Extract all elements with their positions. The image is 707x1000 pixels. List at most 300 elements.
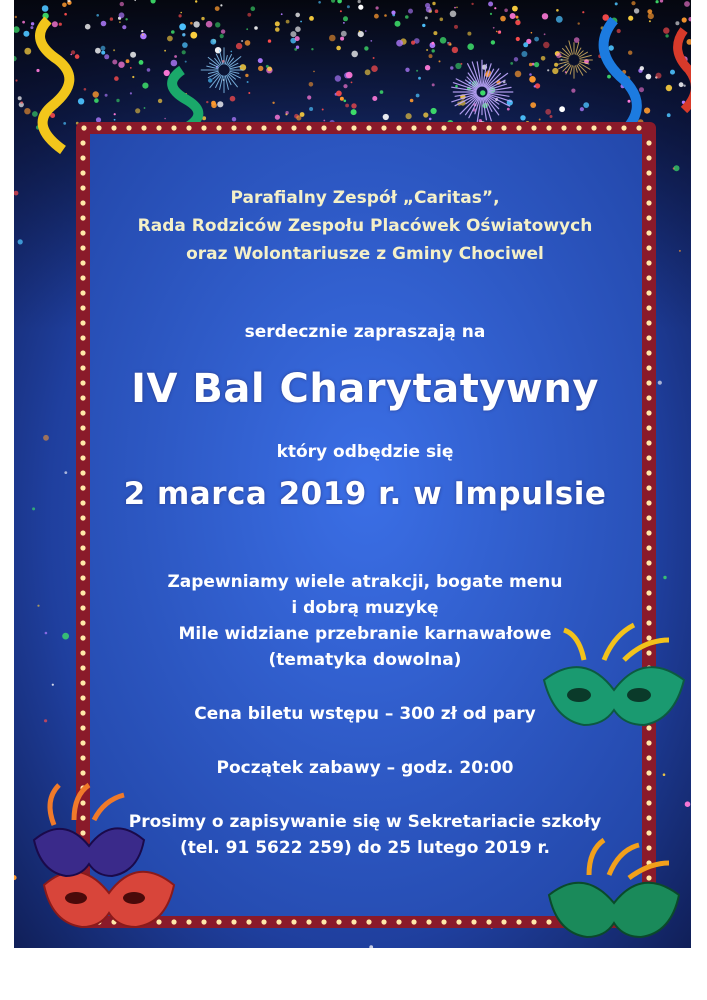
- confetti-dot: [383, 114, 389, 120]
- organizer-line-1: Parafialny Zespół „Caritas”,: [230, 188, 500, 208]
- frame-bulb: [381, 919, 386, 924]
- frame-bulb: [646, 635, 651, 640]
- confetti-dot: [343, 84, 347, 88]
- confetti-dot: [44, 719, 47, 722]
- frame-bulb: [646, 455, 651, 460]
- confetti-dot: [323, 120, 325, 122]
- frame-bulb: [171, 125, 176, 130]
- confetti-dot: [351, 51, 358, 58]
- frame-bulb: [621, 125, 626, 130]
- confetti-dot: [391, 11, 395, 15]
- confetti-dot: [116, 99, 119, 102]
- frame-bulb: [80, 455, 85, 460]
- confetti-dot: [254, 26, 258, 30]
- frame-bulb: [80, 365, 85, 370]
- frame-bulb: [80, 440, 85, 445]
- frame-bulb: [80, 200, 85, 205]
- confetti-dot: [365, 69, 371, 75]
- confetti-dot: [190, 32, 197, 39]
- frame-bulb: [646, 620, 651, 625]
- frame-bulb: [531, 919, 536, 924]
- confetti-dot: [309, 16, 314, 21]
- frame-bulb: [231, 919, 236, 924]
- confetti-dot: [275, 115, 280, 120]
- confetti-dot: [679, 82, 684, 87]
- confetti-dot: [296, 115, 301, 120]
- confetti-dot: [126, 59, 130, 63]
- frame-bulb: [80, 485, 85, 490]
- frame-bulb: [516, 125, 521, 130]
- frame-bulb: [171, 919, 176, 924]
- confetti-dot: [454, 7, 456, 9]
- frame-bulb: [646, 740, 651, 745]
- confetti-dot: [258, 58, 263, 63]
- frame-bulb: [646, 215, 651, 220]
- frame-bulb: [80, 545, 85, 550]
- confetti-dot: [300, 21, 302, 23]
- confetti-dot: [529, 76, 536, 83]
- confetti-dot: [135, 108, 140, 113]
- registration-line-2: (tel. 91 5622 259) do 25 lutego 2019 r.: [180, 838, 550, 858]
- attractions-line-2: i dobrą muzykę: [291, 598, 439, 618]
- confetti-dot: [554, 63, 558, 67]
- confetti-dot: [517, 19, 519, 21]
- frame-bulb: [291, 125, 296, 130]
- confetti-dot: [365, 30, 367, 32]
- frame-bulb: [646, 305, 651, 310]
- frame-bulb: [646, 830, 651, 835]
- confetti-dot: [190, 22, 193, 25]
- confetti-dot: [171, 30, 175, 34]
- confetti-dot: [346, 72, 353, 79]
- confetti-dot: [122, 25, 126, 29]
- frame-bulb: [291, 919, 296, 924]
- confetti-dot: [507, 108, 510, 111]
- confetti-dot: [281, 13, 283, 15]
- confetti-dot: [418, 77, 421, 80]
- confetti-dot: [96, 117, 101, 122]
- frame-bulb: [186, 125, 191, 130]
- confetti-dot: [395, 21, 401, 27]
- confetti-dot: [268, 39, 271, 42]
- confetti-dot: [552, 68, 558, 74]
- confetti-dot: [431, 108, 437, 114]
- confetti-dot: [432, 42, 435, 45]
- frame-bulb: [80, 725, 85, 730]
- confetti-dot: [512, 6, 518, 12]
- frame-bulb: [80, 470, 85, 475]
- confetti-dot: [295, 26, 301, 32]
- frame-bulb: [336, 125, 341, 130]
- frame-bulb: [646, 440, 651, 445]
- confetti-dot: [96, 14, 99, 17]
- frame-bulb: [646, 800, 651, 805]
- confetti-dot: [286, 20, 290, 24]
- frame-bulb: [111, 125, 116, 130]
- confetti-dot: [95, 48, 101, 54]
- frame-bulb: [216, 919, 221, 924]
- attractions-line-3: Mile widziane przebranie karnawałowe: [178, 624, 552, 644]
- confetti-dot: [494, 7, 496, 9]
- frame-bulb: [80, 590, 85, 595]
- confetti-dot: [405, 15, 409, 19]
- frame-bulb: [646, 485, 651, 490]
- frame-bulb: [366, 125, 371, 130]
- frame-bulb: [646, 335, 651, 340]
- confetti-dot: [615, 2, 618, 5]
- confetti-dot: [359, 30, 361, 32]
- confetti-dot: [344, 100, 347, 103]
- confetti-dot: [541, 56, 546, 61]
- confetti-dot: [64, 13, 67, 16]
- confetti-dot: [582, 11, 584, 13]
- confetti-dot: [345, 104, 349, 108]
- confetti-dot: [628, 16, 633, 21]
- confetti-dot: [628, 51, 632, 55]
- confetti-dot: [358, 5, 363, 10]
- confetti-dot: [164, 70, 170, 76]
- frame-bulb: [606, 125, 611, 130]
- confetti-dot: [425, 16, 428, 19]
- frame-bulb: [80, 770, 85, 775]
- confetti-dot: [245, 74, 248, 77]
- confetti-dot: [247, 13, 251, 17]
- confetti-dot: [147, 68, 151, 72]
- confetti-dot: [491, 40, 495, 44]
- confetti-dot: [139, 60, 144, 65]
- confetti-dot: [396, 40, 403, 47]
- confetti-dot: [433, 31, 437, 35]
- frame-bulb: [80, 185, 85, 190]
- confetti-dot: [539, 119, 541, 121]
- confetti-dot: [62, 3, 67, 8]
- confetti-dot: [236, 43, 242, 49]
- confetti-dot: [85, 24, 91, 30]
- confetti-dot: [248, 92, 250, 94]
- confetti-dot: [220, 4, 222, 6]
- confetti-dot: [101, 21, 107, 27]
- frame-bulb: [80, 305, 85, 310]
- frame-bulb: [646, 575, 651, 580]
- confetti-dot: [336, 91, 342, 97]
- confetti-dot: [93, 91, 99, 97]
- frame-bulb: [126, 125, 131, 130]
- event-when-intro: który odbędzie się: [276, 442, 454, 462]
- confetti-dot: [336, 46, 341, 51]
- confetti-dot: [682, 17, 687, 22]
- frame-bulb: [646, 530, 651, 535]
- frame-bulb: [486, 125, 491, 130]
- frame-bulb: [546, 125, 551, 130]
- confetti-dot: [452, 47, 458, 53]
- confetti-dot: [648, 13, 654, 19]
- confetti-dot: [504, 9, 508, 13]
- frame-bulb: [646, 245, 651, 250]
- confetti-dot: [30, 26, 33, 29]
- confetti-dot: [516, 37, 520, 41]
- confetti-dot: [374, 14, 379, 19]
- confetti-dot: [15, 16, 17, 18]
- confetti-dot: [78, 98, 84, 104]
- confetti-dot: [347, 5, 350, 8]
- frame-bulb: [80, 665, 85, 670]
- confetti-dot: [408, 9, 413, 14]
- confetti-dot: [547, 69, 549, 71]
- confetti-dot: [646, 74, 652, 80]
- frame-bulb: [80, 290, 85, 295]
- frame-bulb: [646, 500, 651, 505]
- confetti-dot: [322, 109, 324, 111]
- confetti-dot: [376, 6, 379, 9]
- confetti-dot: [118, 61, 124, 67]
- confetti-dot: [351, 82, 353, 84]
- confetti-dot: [206, 21, 213, 28]
- frame-bulb: [531, 125, 536, 130]
- confetti-dot: [370, 40, 372, 42]
- frame-bulb: [646, 845, 651, 850]
- confetti-dot: [130, 92, 132, 94]
- confetti-dot: [295, 36, 300, 41]
- frame-bulb: [426, 919, 431, 924]
- invitation-text: [90, 134, 640, 914]
- confetti-dot: [185, 61, 187, 63]
- confetti-dot: [432, 2, 435, 5]
- confetti-dot: [416, 70, 418, 72]
- confetti-dot: [311, 48, 313, 50]
- frame-bulb: [646, 590, 651, 595]
- confetti-dot: [556, 16, 563, 23]
- confetti-dot: [101, 46, 106, 51]
- confetti-dot: [195, 0, 197, 2]
- confetti-dot: [631, 1, 635, 5]
- confetti-dot: [275, 27, 280, 32]
- confetti-dot: [18, 239, 23, 244]
- confetti-dot: [63, 122, 66, 125]
- confetti-dot: [372, 96, 377, 101]
- confetti-dot: [556, 53, 561, 58]
- frame-bulb: [646, 875, 651, 880]
- confetti-dot: [104, 54, 109, 59]
- frame-bulb: [501, 125, 506, 130]
- confetti-dot: [45, 632, 48, 635]
- confetti-dot: [423, 112, 428, 117]
- frame-bulb: [471, 919, 476, 924]
- frame-bulb: [516, 919, 521, 924]
- frame-bulb: [216, 125, 221, 130]
- frame-bulb: [156, 125, 161, 130]
- confetti-dot: [531, 32, 533, 34]
- frame-bulb: [561, 125, 566, 130]
- event-title: IV Bal Charytatywny: [131, 366, 599, 412]
- confetti-dot: [426, 49, 428, 51]
- confetti-dot: [247, 81, 249, 83]
- frame-bulb: [80, 380, 85, 385]
- confetti-dot: [534, 37, 539, 42]
- confetti-dot: [663, 576, 666, 579]
- confetti-dot: [667, 113, 671, 117]
- confetti-dot: [425, 65, 430, 70]
- confetti-dot: [440, 37, 447, 44]
- frame-bulb: [441, 919, 446, 924]
- confetti-dot: [290, 31, 296, 37]
- frame-bulb: [80, 395, 85, 400]
- confetti-dot: [141, 30, 143, 32]
- frame-bulb: [646, 155, 651, 160]
- confetti-dot: [201, 17, 204, 20]
- frame-bulb: [636, 125, 641, 130]
- confetti-dot: [272, 102, 274, 104]
- confetti-dot: [340, 10, 342, 12]
- confetti-dot: [488, 2, 493, 7]
- frame-bulb: [80, 605, 85, 610]
- confetti-dot: [232, 117, 236, 121]
- confetti-dot: [24, 108, 30, 114]
- confetti-dot: [31, 22, 34, 25]
- confetti-dot: [521, 51, 527, 57]
- confetti-dot: [285, 111, 288, 114]
- confetti-dot: [208, 78, 212, 82]
- confetti-dot: [114, 119, 116, 121]
- confetti-dot: [455, 85, 458, 88]
- confetti-dot: [246, 28, 248, 30]
- confetti-dot: [422, 24, 425, 27]
- confetti-dot: [450, 66, 453, 69]
- confetti-dot: [307, 95, 311, 99]
- frame-bulb: [80, 335, 85, 340]
- frame-bulb: [186, 919, 191, 924]
- confetti-dot: [471, 3, 473, 5]
- frame-bulb: [80, 755, 85, 760]
- frame-bulb: [261, 125, 266, 130]
- confetti-dot: [37, 605, 39, 607]
- confetti-dot: [313, 71, 315, 73]
- frame-bulb: [80, 560, 85, 565]
- confetti-dot: [182, 33, 185, 36]
- confetti-dot: [62, 633, 69, 640]
- frame-bulb: [201, 919, 206, 924]
- confetti-dot: [467, 32, 471, 36]
- confetti-dot: [364, 46, 368, 50]
- frame-bulb: [381, 125, 386, 130]
- confetti-dot: [52, 21, 58, 27]
- confetti-dot: [164, 50, 166, 52]
- confetti-dot: [543, 42, 549, 48]
- confetti-dot: [628, 100, 631, 103]
- event-date: 2 marca 2019 r. w Impulsie: [123, 476, 607, 512]
- confetti-dot: [231, 51, 233, 53]
- frame-bulb: [80, 155, 85, 160]
- confetti-dot: [23, 31, 29, 37]
- confetti-dot: [258, 66, 263, 71]
- attractions-line-1: Zapewniamy wiele atrakcji, bogate menu: [167, 572, 563, 592]
- confetti-dot: [406, 113, 412, 119]
- frame-bulb: [276, 919, 281, 924]
- frame-bulb: [471, 125, 476, 130]
- frame-bulb: [646, 185, 651, 190]
- confetti-dot: [215, 22, 220, 27]
- frame-bulb: [646, 230, 651, 235]
- frame-bulb: [80, 215, 85, 220]
- confetti-dot: [22, 21, 25, 24]
- confetti-dot: [656, 73, 662, 79]
- confetti-dot: [42, 5, 49, 12]
- confetti-dot: [440, 18, 444, 22]
- confetti-dot: [499, 30, 502, 33]
- confetti-dot: [454, 25, 458, 29]
- confetti-dot: [500, 16, 506, 22]
- frame-bulb: [646, 200, 651, 205]
- confetti-dot: [493, 27, 495, 29]
- frame-bulb: [261, 919, 266, 924]
- confetti-dot: [447, 42, 449, 44]
- confetti-dot: [251, 6, 256, 11]
- confetti-dot: [215, 6, 220, 11]
- confetti-dot: [510, 62, 513, 65]
- confetti-dot: [275, 21, 280, 26]
- confetti-dot: [158, 99, 162, 103]
- frame-bulb: [411, 125, 416, 130]
- confetti-dot: [221, 29, 225, 33]
- confetti-dot: [544, 33, 546, 35]
- confetti-dot: [679, 250, 681, 252]
- confetti-dot: [340, 37, 344, 41]
- confetti-dot: [94, 98, 99, 103]
- confetti-dot: [142, 83, 148, 89]
- confetti-dot: [467, 43, 474, 50]
- confetti-dot: [675, 21, 679, 25]
- frame-bulb: [141, 125, 146, 130]
- frame-bulb: [96, 125, 101, 130]
- confetti-dot: [685, 801, 691, 807]
- frame-bulb: [80, 530, 85, 535]
- frame-bulb: [456, 919, 461, 924]
- confetti-dot: [663, 27, 669, 33]
- frame-bulb: [80, 170, 85, 175]
- confetti-dot: [182, 50, 186, 54]
- confetti-dot: [684, 1, 690, 7]
- confetti-dot: [20, 101, 23, 104]
- confetti-dot: [534, 85, 536, 87]
- confetti-dot: [193, 21, 199, 27]
- frame-bulb: [646, 290, 651, 295]
- frame-bulb: [80, 245, 85, 250]
- frame-bulb: [80, 260, 85, 265]
- confetti-dot: [180, 12, 182, 14]
- frame-bulb: [336, 919, 341, 924]
- frame-bulb: [646, 650, 651, 655]
- confetti-dot: [583, 102, 589, 108]
- confetti-dot: [59, 23, 62, 26]
- confetti-dot: [578, 22, 580, 24]
- confetti-dot: [490, 13, 492, 15]
- frame-bulb: [646, 140, 651, 145]
- confetti-dot: [411, 41, 415, 45]
- confetti-dot: [267, 67, 272, 72]
- frame-bulb: [231, 125, 236, 130]
- start-time: Początek zabawy – godz. 20:00: [216, 758, 514, 778]
- confetti-dot: [455, 63, 461, 69]
- frame-bulb: [321, 125, 326, 130]
- confetti-dot: [432, 83, 435, 86]
- frame-bulb: [646, 545, 651, 550]
- frame-bulb: [366, 919, 371, 924]
- frame-bulb: [80, 140, 85, 145]
- confetti-dot: [514, 57, 518, 61]
- frame-bulb: [80, 740, 85, 745]
- frame-bulb: [646, 770, 651, 775]
- confetti-dot: [174, 55, 177, 58]
- frame-bulb: [646, 380, 651, 385]
